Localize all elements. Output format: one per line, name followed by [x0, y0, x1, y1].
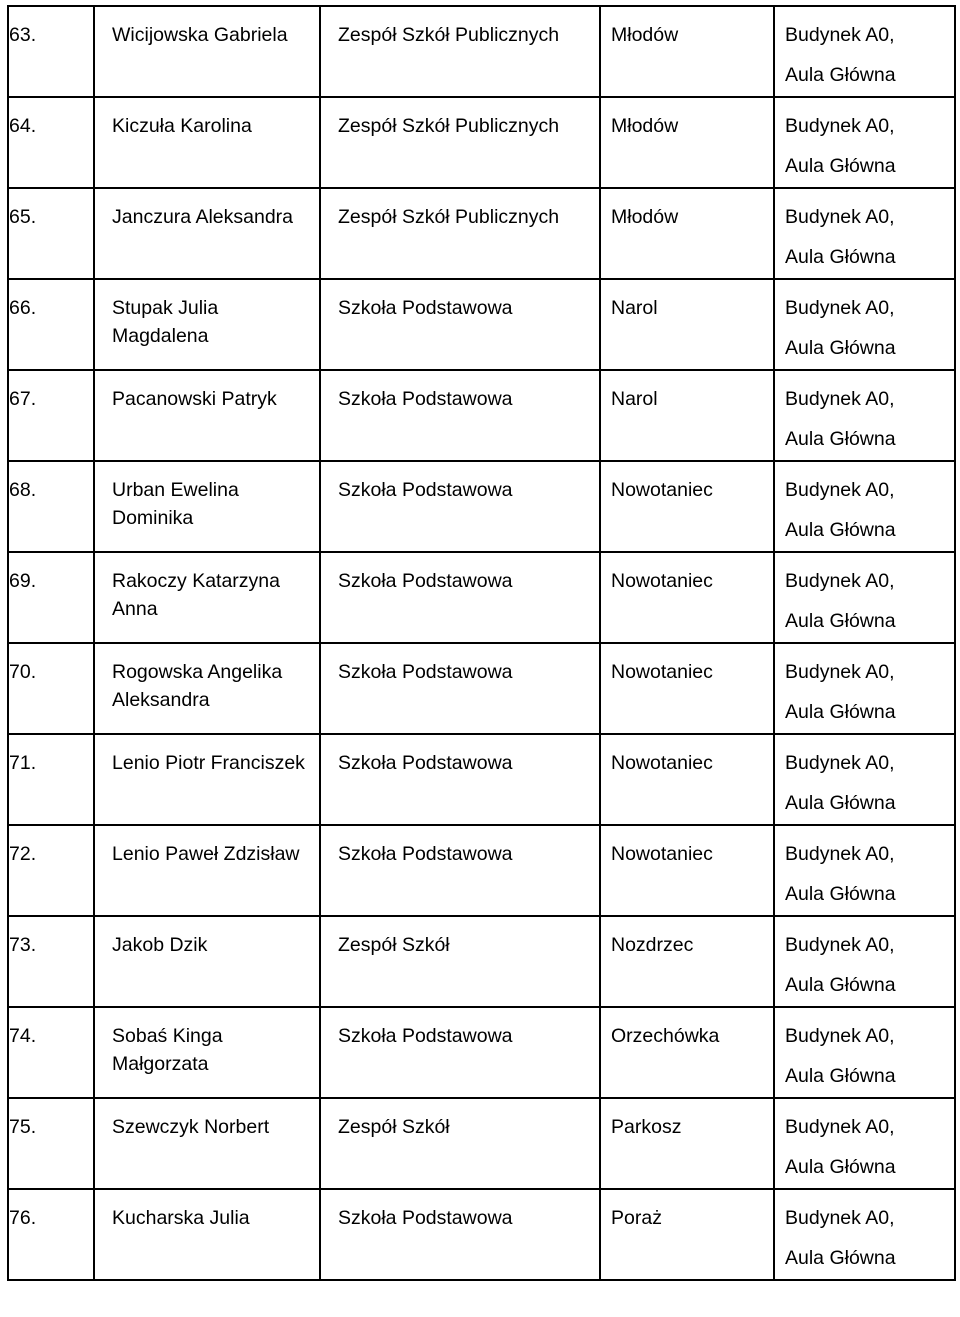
row-number: 65.: [9, 206, 37, 228]
row-number-cell: [8, 97, 94, 188]
participant-name-cell: [94, 916, 320, 1007]
room-location-line: Aula Główna: [785, 1065, 896, 1087]
row-number-cell: [8, 6, 94, 97]
row-number: 70.: [9, 661, 37, 683]
room-location-line: Aula Główna: [785, 519, 896, 541]
table-row: [8, 6, 955, 97]
town-cell: [600, 1007, 774, 1098]
participant-name-line: Anna: [112, 598, 158, 620]
school-cell: [320, 188, 600, 279]
room-cell: [774, 552, 955, 643]
school-cell: [320, 734, 600, 825]
table-row: [8, 279, 955, 370]
room-location-line: Budynek A0,: [785, 297, 895, 319]
town-name: Orzechówka: [611, 1025, 720, 1047]
row-number: 74.: [9, 1025, 37, 1047]
participant-name-cell: [94, 97, 320, 188]
participant-name-line: Lenio Paweł Zdzisław: [112, 843, 300, 865]
room-location-line: Budynek A0,: [785, 206, 895, 228]
participant-name-line: Stupak Julia: [112, 297, 219, 319]
room-location-line: Budynek A0,: [785, 570, 895, 592]
row-number: 68.: [9, 479, 37, 501]
table-row: [8, 825, 955, 916]
room-cell: [774, 1098, 955, 1189]
participant-name-line: Janczura Aleksandra: [112, 206, 294, 228]
participant-name-cell: [94, 1189, 320, 1280]
room-cell: [774, 825, 955, 916]
school-name: Zespół Szkół Publicznych: [338, 115, 560, 137]
room-cell: [774, 6, 955, 97]
town-cell: [600, 188, 774, 279]
participant-name-line: Szewczyk Norbert: [112, 1116, 270, 1138]
school-cell: [320, 1098, 600, 1189]
row-number-cell: [8, 279, 94, 370]
row-number-cell: [8, 916, 94, 1007]
participant-name-cell: [94, 188, 320, 279]
participant-name-line: Urban Ewelina: [112, 479, 239, 501]
room-cell: [774, 1189, 955, 1280]
town-name: Narol: [611, 388, 658, 410]
town-name: Młodów: [611, 24, 679, 46]
school-cell: [320, 279, 600, 370]
row-number: 66.: [9, 297, 37, 319]
room-location-line: Aula Główna: [785, 64, 896, 86]
room-location-line: Aula Główna: [785, 1156, 896, 1178]
table-row: [8, 916, 955, 1007]
town-cell: [600, 6, 774, 97]
room-location-line: Budynek A0,: [785, 1025, 895, 1047]
room-location-line: Budynek A0,: [785, 115, 895, 137]
participant-name-line: Wicijowska Gabriela: [112, 24, 288, 46]
row-number-cell: [8, 1098, 94, 1189]
town-name: Poraż: [611, 1207, 662, 1229]
school-name: Zespół Szkół: [338, 1116, 450, 1138]
table-row: [8, 1098, 955, 1189]
school-cell: [320, 6, 600, 97]
row-number-cell: [8, 643, 94, 734]
school-name: Szkoła Podstawowa: [338, 570, 513, 592]
room-cell: [774, 916, 955, 1007]
row-number: 67.: [9, 388, 37, 410]
participant-name-line: Rakoczy Katarzyna: [112, 570, 280, 592]
room-cell: [774, 279, 955, 370]
town-cell: [600, 370, 774, 461]
table-row: [8, 1007, 955, 1098]
row-number: 64.: [9, 115, 37, 137]
town-cell: [600, 1098, 774, 1189]
room-location-line: Budynek A0,: [785, 1207, 895, 1229]
table-row: [8, 97, 955, 188]
town-cell: [600, 734, 774, 825]
town-name: Nowotaniec: [611, 752, 713, 774]
room-location-line: Budynek A0,: [785, 24, 895, 46]
row-number: 76.: [9, 1207, 37, 1229]
school-name: Zespół Szkół: [338, 934, 450, 956]
town-name: Parkosz: [611, 1116, 682, 1138]
town-cell: [600, 461, 774, 552]
room-location-line: Aula Główna: [785, 974, 896, 996]
table-row: [8, 552, 955, 643]
row-number: 72.: [9, 843, 37, 865]
town-name: Nozdrzec: [611, 934, 694, 956]
room-location-line: Budynek A0,: [785, 388, 895, 410]
school-cell: [320, 825, 600, 916]
participant-name-cell: [94, 552, 320, 643]
school-name: Zespół Szkół Publicznych: [338, 24, 560, 46]
table-row: [8, 461, 955, 552]
town-cell: [600, 916, 774, 1007]
town-name: Nowotaniec: [611, 570, 713, 592]
participant-name-cell: [94, 461, 320, 552]
room-location-line: Budynek A0,: [785, 843, 895, 865]
room-location-line: Aula Główna: [785, 155, 896, 177]
room-cell: [774, 188, 955, 279]
school-cell: [320, 552, 600, 643]
town-cell: [600, 1189, 774, 1280]
room-location-line: Aula Główna: [785, 701, 896, 723]
school-cell: [320, 916, 600, 1007]
room-location-line: Aula Główna: [785, 883, 896, 905]
participant-name-line: Lenio Piotr Franciszek: [112, 752, 305, 774]
participant-name-cell: [94, 1098, 320, 1189]
room-location-line: Aula Główna: [785, 610, 896, 632]
participant-name-cell: [94, 734, 320, 825]
row-number-cell: [8, 734, 94, 825]
room-location-line: Budynek A0,: [785, 479, 895, 501]
participant-name-cell: [94, 279, 320, 370]
school-cell: [320, 97, 600, 188]
row-number-cell: [8, 1189, 94, 1280]
participant-name-line: Małgorzata: [112, 1053, 209, 1075]
row-number: 75.: [9, 1116, 37, 1138]
row-number: 73.: [9, 934, 37, 956]
school-cell: [320, 461, 600, 552]
school-name: Szkoła Podstawowa: [338, 661, 513, 683]
table-row: [8, 370, 955, 461]
school-cell: [320, 643, 600, 734]
participant-name-line: Kucharska Julia: [112, 1207, 250, 1229]
town-cell: [600, 97, 774, 188]
row-number-cell: [8, 1007, 94, 1098]
school-name: Szkoła Podstawowa: [338, 1207, 513, 1229]
room-cell: [774, 734, 955, 825]
school-cell: [320, 1007, 600, 1098]
participant-name-line: Kiczuła Karolina: [112, 115, 252, 137]
participant-name-cell: [94, 825, 320, 916]
participant-name-cell: [94, 6, 320, 97]
participant-name-line: Dominika: [112, 507, 194, 529]
room-location-line: Budynek A0,: [785, 661, 895, 683]
row-number-cell: [8, 552, 94, 643]
room-cell: [774, 461, 955, 552]
table-row: [8, 643, 955, 734]
participants-table: [7, 5, 956, 1281]
town-cell: [600, 279, 774, 370]
town-name: Nowotaniec: [611, 479, 713, 501]
row-number-cell: [8, 461, 94, 552]
row-number: 63.: [9, 24, 37, 46]
room-location-line: Budynek A0,: [785, 752, 895, 774]
participant-name-line: Jakob Dzik: [112, 934, 208, 956]
school-name: Szkoła Podstawowa: [338, 843, 513, 865]
room-location-line: Budynek A0,: [785, 1116, 895, 1138]
room-location-line: Aula Główna: [785, 246, 896, 268]
school-cell: [320, 1189, 600, 1280]
town-cell: [600, 825, 774, 916]
participant-name-line: Pacanowski Patryk: [112, 388, 277, 410]
school-name: Szkoła Podstawowa: [338, 479, 513, 501]
row-number-cell: [8, 370, 94, 461]
school-cell: [320, 370, 600, 461]
row-number-cell: [8, 825, 94, 916]
participant-name-line: Aleksandra: [112, 689, 210, 711]
room-cell: [774, 370, 955, 461]
room-location-line: Aula Główna: [785, 337, 896, 359]
participant-name-line: Rogowska Angelika: [112, 661, 283, 683]
row-number-cell: [8, 188, 94, 279]
school-name: Zespół Szkół Publicznych: [338, 206, 560, 228]
room-location-line: Aula Główna: [785, 1247, 896, 1269]
town-name: Młodów: [611, 115, 679, 137]
room-cell: [774, 643, 955, 734]
participant-name-line: Magdalena: [112, 325, 209, 347]
room-location-line: Budynek A0,: [785, 934, 895, 956]
school-name: Szkoła Podstawowa: [338, 388, 513, 410]
school-name: Szkoła Podstawowa: [338, 297, 513, 319]
town-name: Nowotaniec: [611, 843, 713, 865]
row-number: 71.: [9, 752, 37, 774]
table-row: [8, 1189, 955, 1280]
room-cell: [774, 1007, 955, 1098]
participant-name-cell: [94, 370, 320, 461]
town-name: Młodów: [611, 206, 679, 228]
participant-name-cell: [94, 643, 320, 734]
room-location-line: Aula Główna: [785, 428, 896, 450]
row-number: 69.: [9, 570, 37, 592]
table-row: [8, 188, 955, 279]
participant-name-cell: [94, 1007, 320, 1098]
room-location-line: Aula Główna: [785, 792, 896, 814]
town-cell: [600, 643, 774, 734]
participants-table-body: [8, 6, 955, 1280]
town-name: Nowotaniec: [611, 661, 713, 683]
town-cell: [600, 552, 774, 643]
participant-name-line: Sobaś Kinga: [112, 1025, 223, 1047]
school-name: Szkoła Podstawowa: [338, 752, 513, 774]
room-cell: [774, 97, 955, 188]
table-row: [8, 734, 955, 825]
town-name: Narol: [611, 297, 658, 319]
school-name: Szkoła Podstawowa: [338, 1025, 513, 1047]
